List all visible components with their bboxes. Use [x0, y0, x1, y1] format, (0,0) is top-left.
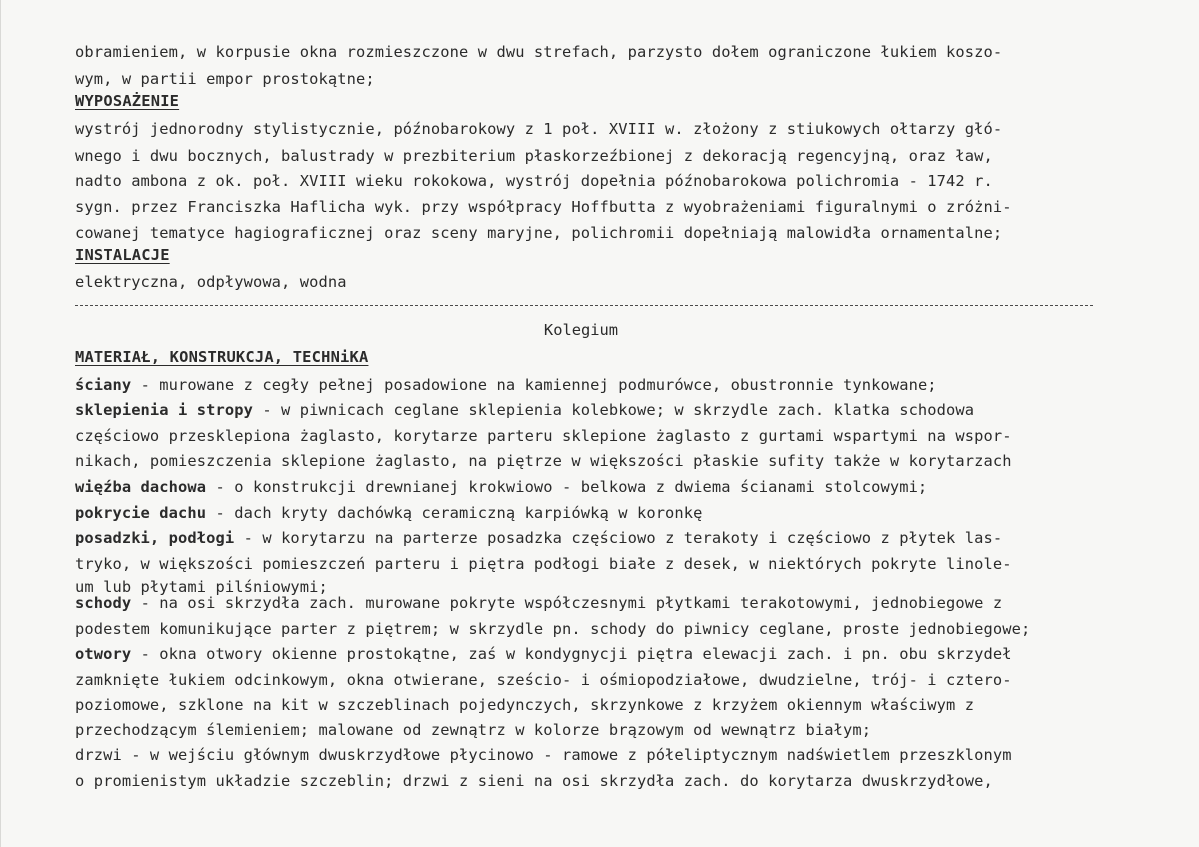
- entry-term: ściany: [75, 376, 132, 394]
- entry-text: - murowane z cegły pełnej posadowione na kamiennej podmurówce, obustronnie tynkowane;: [131, 376, 937, 394]
- entry-text: - o konstrukcji drewnianej krokwiowo - belkowa z dwiema ścianami stolcowymi;: [206, 478, 928, 496]
- text-line: wystrój jednorodny stylistycznie, późnobarokowy z 1 poł. XVIII w. złożony z stiukowych ołtarzy głó-: [75, 120, 1003, 138]
- entry-pokrycie: [75, 501, 1100, 525]
- entry-term: posadzki, podłogi: [75, 529, 235, 547]
- section-heading-material: MATERIAŁ, KONSTRUKCJA, TECHNiKA: [75, 348, 369, 366]
- text-line: cowanej tematyce hagiograficznej oraz sceny maryjne, polichromii dopełniają malowidła ornamentalne;: [75, 224, 1003, 242]
- entry-text: - okna otwory okienne prostokątne, zaś w kondygnycji piętra elewacji zach. i pn. obu skrzydeł: [131, 645, 1012, 663]
- text-line: częściowo przesklepiona żaglasto, korytarze parteru sklepione żaglasto z gurtami wspartymi na wspor-: [75, 427, 1012, 445]
- entry-otwory: [75, 642, 1100, 666]
- entry-posadzki: [75, 526, 1100, 550]
- text-line: elektryczna, odpływowa, wodna: [75, 273, 347, 291]
- text-line: wnego i dwu bocznych, balustrady w prezbiterium płaskorzeźbionej z dekoracją regencyjną, oraz ław,: [75, 147, 993, 165]
- entry-schody: [75, 591, 1100, 615]
- entry-text: - na osi skrzydła zach. murowane pokryte współczesnymi płytkami terakotowymi, jednobiegowe z: [131, 594, 1003, 612]
- entry-text: - w korytarzu na parterze posadzka częściowo z terakoty i częściowo z płytek las-: [234, 529, 1003, 547]
- entry-text: - dach kryty dachówką ceramiczną karpiówką w koronkę: [206, 504, 703, 522]
- text-line: przechodzącym ślemieniem; malowane od zewnątrz w kolorze brązowym od wewnątrz białym;: [75, 721, 872, 739]
- text-line: zamknięte łukiem odcinkowym, okna otwierane, sześcio- i ośmiopodziałowe, dwudzielne, trój- i cztero-: [75, 671, 1012, 689]
- entry-sciany: [75, 373, 1100, 397]
- entry-term: więźba dachowa: [75, 478, 207, 496]
- text-line: poziomowe, szklone na kit w szczeblinach pojedynczych, skrzynkowe z krzyżem okiennym właściwym z: [75, 696, 975, 714]
- entry-drzwi: drzwi - w wejściu głównym dwuskrzydłowe płycinowo - ramowe z półeliptycznym nadświetlem przeszklonym: [75, 746, 1012, 764]
- entry-term: schody: [75, 594, 132, 612]
- text-line: sygn. przez Franciszka Haflicha wyk. przy współpracy Hoffbutta z wyobrażeniami figuralnymi o zróżni-: [75, 198, 1012, 216]
- section-heading-wyposazenie: WYPOSAŻENIE: [75, 92, 180, 110]
- entry-term: pokrycie dachu: [75, 504, 207, 522]
- entry-term: otwory: [75, 645, 132, 663]
- text-line: tryko, w większości pomieszczeń parteru i piętra podłogi białe z desek, w niektórych pokryte linole-: [75, 555, 1012, 573]
- text-line: nikach, pomieszczenia sklepione żaglasto, na piętrze w większości płaskie sufity także w korytarzach: [75, 452, 1012, 470]
- dashed-divider: [75, 305, 1093, 306]
- entry-text: - w piwnicach ceglane sklepienia kolebkowe; w skrzydle zach. klatka schodowa: [252, 401, 975, 419]
- section-heading-instalacje: INSTALACJE: [75, 246, 170, 264]
- text-line: wym, w partii empor prostokątne;: [75, 70, 375, 88]
- subheading-kolegium: Kolegium: [543, 321, 619, 339]
- text-line: nadto ambona z ok. poł. XVIII wieku rokokowa, wystrój dopełnia późnobarokowa polichromia - 1742 r.: [75, 172, 993, 190]
- entry-wiezba: [75, 475, 1100, 499]
- text-line: o promienistym układzie szczeblin; drzwi z sieni na osi skrzydła zach. do korytarza dwuskrzydłowe,: [75, 772, 993, 790]
- text-line: podestem komunikujące parter z piętrem; w skrzydle pn. schody do piwnicy ceglane, proste jednobiegowe;: [75, 620, 1031, 638]
- text-line: um lub płytami pilśniowymi;: [75, 578, 328, 596]
- text-line: obramieniem, w korpusie okna rozmieszczone w dwu strefach, parzysto dołem ograniczone łukiem koszo-: [75, 43, 1003, 61]
- entry-term: sklepienia i stropy: [75, 401, 253, 419]
- entry-sklepienia: [75, 398, 1100, 422]
